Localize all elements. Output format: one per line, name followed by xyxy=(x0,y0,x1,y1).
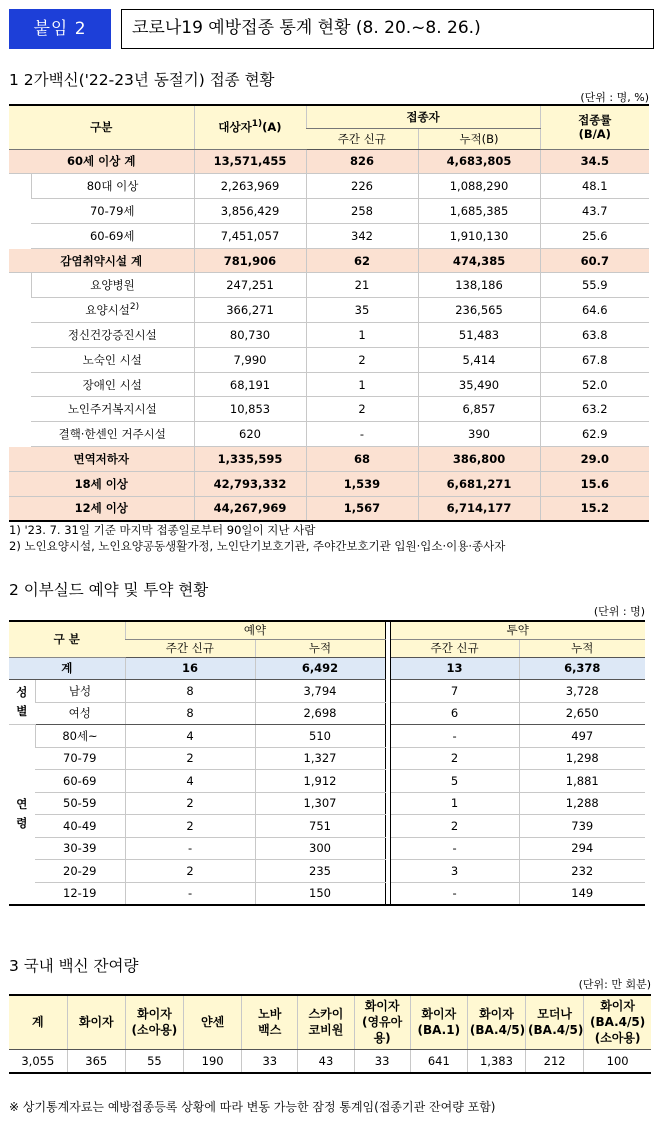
row-label: 요양병원 xyxy=(31,273,194,298)
cell-cumulative: 51,483 xyxy=(418,323,540,348)
table-row xyxy=(9,372,649,397)
table-row xyxy=(9,149,649,174)
cell-res_weekly: 2 xyxy=(125,792,255,815)
row-label: 계 xyxy=(9,657,125,680)
stock-value: 641 xyxy=(410,1049,467,1073)
row-label: 요양시설$^{2)}$ xyxy=(31,298,194,323)
cell-adm_cum: 1,881 xyxy=(519,770,645,793)
cell-adm_weekly: - xyxy=(390,882,519,905)
cell-rate: 60.7 xyxy=(540,248,649,273)
note-1: 1) '23. 7. 31일 기준 마지막 접종일로부터 90일이 지난 사람 xyxy=(9,523,316,537)
cell-cumulative: 138,186 xyxy=(418,273,540,298)
cell-res_weekly: 2 xyxy=(125,815,255,838)
cell-adm_cum: 294 xyxy=(519,837,645,860)
cell-weekly: 62 xyxy=(306,248,418,273)
stock-col-header: 화이자 xyxy=(67,995,125,1049)
cell-adm_weekly: 3 xyxy=(390,860,519,883)
table-row xyxy=(9,815,645,838)
stock-value: 365 xyxy=(67,1049,125,1073)
cell-adm_cum: 497 xyxy=(519,725,645,748)
table-row xyxy=(9,792,645,815)
cell-weekly: 35 xyxy=(306,298,418,323)
cell-adm_cum: 149 xyxy=(519,882,645,905)
cell-res_cum: 1,307 xyxy=(255,792,385,815)
cell-target: 13,571,455 xyxy=(194,149,306,174)
row-label: 60-69 xyxy=(35,770,125,793)
cell-adm_cum: 1,298 xyxy=(519,747,645,770)
table-row xyxy=(9,323,649,348)
page-header xyxy=(9,9,654,49)
row-label: 노인주거복지시설 xyxy=(31,397,194,422)
table-row xyxy=(9,223,649,248)
row-label: 60-69세 xyxy=(31,223,194,248)
stock-col-header: 화이자 (BA.1) xyxy=(410,995,467,1049)
col-reservation: 예약 xyxy=(125,621,385,639)
cell-res_cum: 3,794 xyxy=(255,680,385,703)
vaccine-stock-table xyxy=(9,994,651,1074)
row-label: 노숙인 시설 xyxy=(31,347,194,372)
table-row xyxy=(9,174,649,199)
stock-col-header: 화이자 (소아용) xyxy=(125,995,183,1049)
cell-res_cum: 510 xyxy=(255,725,385,748)
cell-target: 781,906 xyxy=(194,248,306,273)
row-label: 70-79세 xyxy=(31,199,194,224)
col-weekly-new: 주간 신규 xyxy=(306,128,418,149)
cell-rate: 43.7 xyxy=(540,199,649,224)
row-label: 감염취약시설 계 xyxy=(9,248,194,273)
col-target: 대상자$^{1)}$(A) xyxy=(194,105,306,149)
cell-target: 247,251 xyxy=(194,273,306,298)
table-row xyxy=(9,680,645,703)
age-group-label: 연 령 xyxy=(9,725,35,905)
cell-cumulative: 6,857 xyxy=(418,397,540,422)
table-row xyxy=(9,397,649,422)
row-label: 50-59 xyxy=(35,792,125,815)
cell-adm_cum: 1,288 xyxy=(519,792,645,815)
cell-rate: 52.0 xyxy=(540,372,649,397)
cell-adm_weekly: 13 xyxy=(390,657,519,680)
cell-rate: 62.9 xyxy=(540,422,649,447)
table-row xyxy=(9,471,649,496)
row-label: 40-49 xyxy=(35,815,125,838)
cell-rate: 55.9 xyxy=(540,273,649,298)
row-label: 남성 xyxy=(35,680,125,703)
cell-weekly: 68 xyxy=(306,447,418,472)
cell-adm_weekly: 5 xyxy=(390,770,519,793)
table-row xyxy=(9,860,645,883)
row-label: 장애인 시설 xyxy=(31,372,194,397)
cell-weekly: 2 xyxy=(306,347,418,372)
cell-rate: 15.6 xyxy=(540,471,649,496)
cell-target: 68,191 xyxy=(194,372,306,397)
stock-col-header: 노바 백스 xyxy=(242,995,298,1049)
cell-adm_weekly: 2 xyxy=(390,747,519,770)
cell-target: 7,990 xyxy=(194,347,306,372)
cell-rate: 63.2 xyxy=(540,397,649,422)
cell-weekly: 21 xyxy=(306,273,418,298)
stock-value: 3,055 xyxy=(21,1053,55,1068)
stock-value: 1,383 xyxy=(467,1049,525,1073)
stock-value: 190 xyxy=(184,1049,242,1073)
cell-res_cum: 751 xyxy=(255,815,385,838)
table-row xyxy=(9,248,649,273)
section1-notes xyxy=(9,522,505,554)
cell-rate: 64.6 xyxy=(540,298,649,323)
cell-res_cum: 6,492 xyxy=(255,657,385,680)
cell-cumulative: 1,685,385 xyxy=(418,199,540,224)
table-row xyxy=(9,199,649,224)
row-label: 70-79 xyxy=(35,747,125,770)
table-row xyxy=(9,702,645,725)
stock-col-header: 화이자 (BA.4/5) (소아용) xyxy=(584,995,651,1049)
cell-rate: 25.6 xyxy=(540,223,649,248)
cell-adm_weekly: - xyxy=(390,837,519,860)
stock-col-header: 화이자 (영유아용) xyxy=(354,995,410,1049)
cell-weekly: 1,567 xyxy=(306,496,418,521)
cell-rate: 63.8 xyxy=(540,323,649,348)
stock-col-header: 스카이 코비원 xyxy=(298,995,354,1049)
col-adm-weekly: 주간 신규 xyxy=(390,639,519,657)
table-row xyxy=(9,273,649,298)
cell-res_weekly: 8 xyxy=(125,680,255,703)
table-row xyxy=(9,882,645,905)
section2-title: 2 이부실드 예약 및 투약 현황 xyxy=(9,581,209,599)
row-label: 80대 이상 xyxy=(31,174,194,199)
section3-unit: (단위: 만 회분) xyxy=(578,978,651,991)
col-cumulative: 누적(B) xyxy=(418,128,540,149)
cell-adm_weekly: 7 xyxy=(390,680,519,703)
cell-cumulative: 6,714,177 xyxy=(418,496,540,521)
cell-cumulative: 1,088,290 xyxy=(418,174,540,199)
col-rate: 접종률 (B/A) xyxy=(540,105,649,149)
cell-res_cum: 1,912 xyxy=(255,770,385,793)
row-label: 80세~ xyxy=(35,725,125,748)
cell-weekly: 1,539 xyxy=(306,471,418,496)
cell-cumulative: 35,490 xyxy=(418,372,540,397)
cell-target: 366,271 xyxy=(194,298,306,323)
table-row xyxy=(9,770,645,793)
table-row xyxy=(9,496,649,521)
cell-weekly: 826 xyxy=(306,149,418,174)
cell-target: 10,853 xyxy=(194,397,306,422)
col-vaccinated: 접종자 xyxy=(306,105,540,128)
stock-value: 55 xyxy=(125,1049,183,1073)
cell-weekly: 226 xyxy=(306,174,418,199)
col-category: 구분 xyxy=(9,105,194,149)
evusheld-table xyxy=(9,620,645,906)
table-row xyxy=(9,725,645,748)
cell-adm_cum: 232 xyxy=(519,860,645,883)
cell-rate: 15.2 xyxy=(540,496,649,521)
section1-title: 1 2가백신('22-23년 동절기) 접종 현황 xyxy=(9,71,275,89)
cell-weekly: - xyxy=(306,422,418,447)
stock-value: 43 xyxy=(298,1049,354,1073)
cell-res_cum: 2,698 xyxy=(255,702,385,725)
cell-cumulative: 386,800 xyxy=(418,447,540,472)
cell-res_weekly: 2 xyxy=(125,860,255,883)
section3-title: 3 국내 백신 잔여량 xyxy=(9,957,139,975)
stock-col-header: 계 xyxy=(9,995,67,1049)
stock-value: 33 xyxy=(242,1049,298,1073)
cell-target: 44,267,969 xyxy=(194,496,306,521)
cell-cumulative: 474,385 xyxy=(418,248,540,273)
section2-unit: (단위 : 명) xyxy=(593,605,645,618)
col-res-weekly: 주간 신규 xyxy=(125,639,255,657)
cell-cumulative: 6,681,271 xyxy=(418,471,540,496)
bivalent-vaccination-table xyxy=(9,104,649,522)
row-label: 결핵·한센인 거주시설 xyxy=(31,422,194,447)
col-administration: 투약 xyxy=(390,621,645,639)
cell-rate: 48.1 xyxy=(540,174,649,199)
row-label: 여성 xyxy=(35,702,125,725)
cell-adm_cum: 3,728 xyxy=(519,680,645,703)
cell-adm_weekly: 1 xyxy=(390,792,519,815)
row-label: 정신건강증진시설 xyxy=(31,323,194,348)
stock-col-header: 화이자 (BA.4/5) xyxy=(467,995,525,1049)
page-title: 코로나19 예방접종 통계 현황 (8. 20.~8. 26.) xyxy=(121,9,654,49)
cell-target: 42,793,332 xyxy=(194,471,306,496)
row-label: 12-19 xyxy=(35,882,125,905)
cell-res_weekly: - xyxy=(125,882,255,905)
cell-cumulative: 5,414 xyxy=(418,347,540,372)
cell-adm_weekly: 2 xyxy=(390,815,519,838)
stock-value: 212 xyxy=(526,1049,584,1073)
cell-adm_weekly: 6 xyxy=(390,702,519,725)
cell-target: 80,730 xyxy=(194,323,306,348)
cell-res_weekly: 16 xyxy=(125,657,255,680)
col-category: 구 분 xyxy=(9,621,125,657)
cell-res_weekly: 4 xyxy=(125,725,255,748)
cell-cumulative: 390 xyxy=(418,422,540,447)
indent-cell xyxy=(9,273,31,447)
cell-weekly: 1 xyxy=(306,372,418,397)
cell-res_cum: 150 xyxy=(255,882,385,905)
table-row xyxy=(9,747,645,770)
row-label: 18세 이상 xyxy=(9,471,194,496)
cell-res_weekly: 8 xyxy=(125,702,255,725)
table-row xyxy=(9,298,649,323)
cell-res_cum: 1,327 xyxy=(255,747,385,770)
cell-adm_weekly: - xyxy=(390,725,519,748)
table-row xyxy=(9,347,649,372)
cell-rate: 34.5 xyxy=(540,149,649,174)
cell-cumulative: 1,910,130 xyxy=(418,223,540,248)
table-row xyxy=(9,657,645,680)
cell-adm_cum: 739 xyxy=(519,815,645,838)
cell-target: 1,335,595 xyxy=(194,447,306,472)
stock-value: 100 xyxy=(584,1049,651,1073)
col-adm-cumulative: 누적 xyxy=(519,639,645,657)
cell-target: 7,451,057 xyxy=(194,223,306,248)
cell-cumulative: 236,565 xyxy=(418,298,540,323)
cell-res_cum: 300 xyxy=(255,837,385,860)
cell-adm_cum: 6,378 xyxy=(519,657,645,680)
row-label: 20-29 xyxy=(35,860,125,883)
cell-adm_cum: 2,650 xyxy=(519,702,645,725)
table-row xyxy=(9,447,649,472)
section1-unit: (단위 : 명, %) xyxy=(580,91,649,104)
cell-weekly: 1 xyxy=(306,323,418,348)
table-row xyxy=(9,837,645,860)
row-label: 60세 이상 계 xyxy=(9,149,194,174)
row-label: 12세 이상 xyxy=(9,496,194,521)
stock-col-header: 모더나 (BA.4/5) xyxy=(526,995,584,1049)
row-label: 면역저하자 xyxy=(9,447,194,472)
attachment-badge: 붙임 2 xyxy=(9,9,111,49)
col-res-cumulative: 누적 xyxy=(255,639,385,657)
row-label: 30-39 xyxy=(35,837,125,860)
cell-res_weekly: - xyxy=(125,837,255,860)
note-2: 2) 노인요양시설, 노인요양공동생활가정, 노인단기보호기관, 주야간보호기관 입원·입소·이용·종사자 xyxy=(9,539,506,553)
cell-weekly: 2 xyxy=(306,397,418,422)
stock-col-header: 얀센 xyxy=(184,995,242,1049)
cell-rate: 29.0 xyxy=(540,447,649,472)
indent-cell xyxy=(9,174,31,248)
sex-group-label: 성 별 xyxy=(9,680,35,725)
cell-target: 2,263,969 xyxy=(194,174,306,199)
cell-res_weekly: 2 xyxy=(125,747,255,770)
cell-rate: 67.8 xyxy=(540,347,649,372)
cell-res_weekly: 4 xyxy=(125,770,255,793)
cell-target: 3,856,429 xyxy=(194,199,306,224)
footer-note: ※ 상기통계자료는 예방접종등록 상황에 따라 변동 가능한 잠정 통계임(접종기관 잔여량 포함) xyxy=(9,1100,496,1114)
cell-res_cum: 235 xyxy=(255,860,385,883)
cell-weekly: 342 xyxy=(306,223,418,248)
cell-target: 620 xyxy=(194,422,306,447)
stock-value: 33 xyxy=(354,1049,410,1073)
cell-cumulative: 4,683,805 xyxy=(418,149,540,174)
cell-weekly: 258 xyxy=(306,199,418,224)
table-row xyxy=(9,422,649,447)
